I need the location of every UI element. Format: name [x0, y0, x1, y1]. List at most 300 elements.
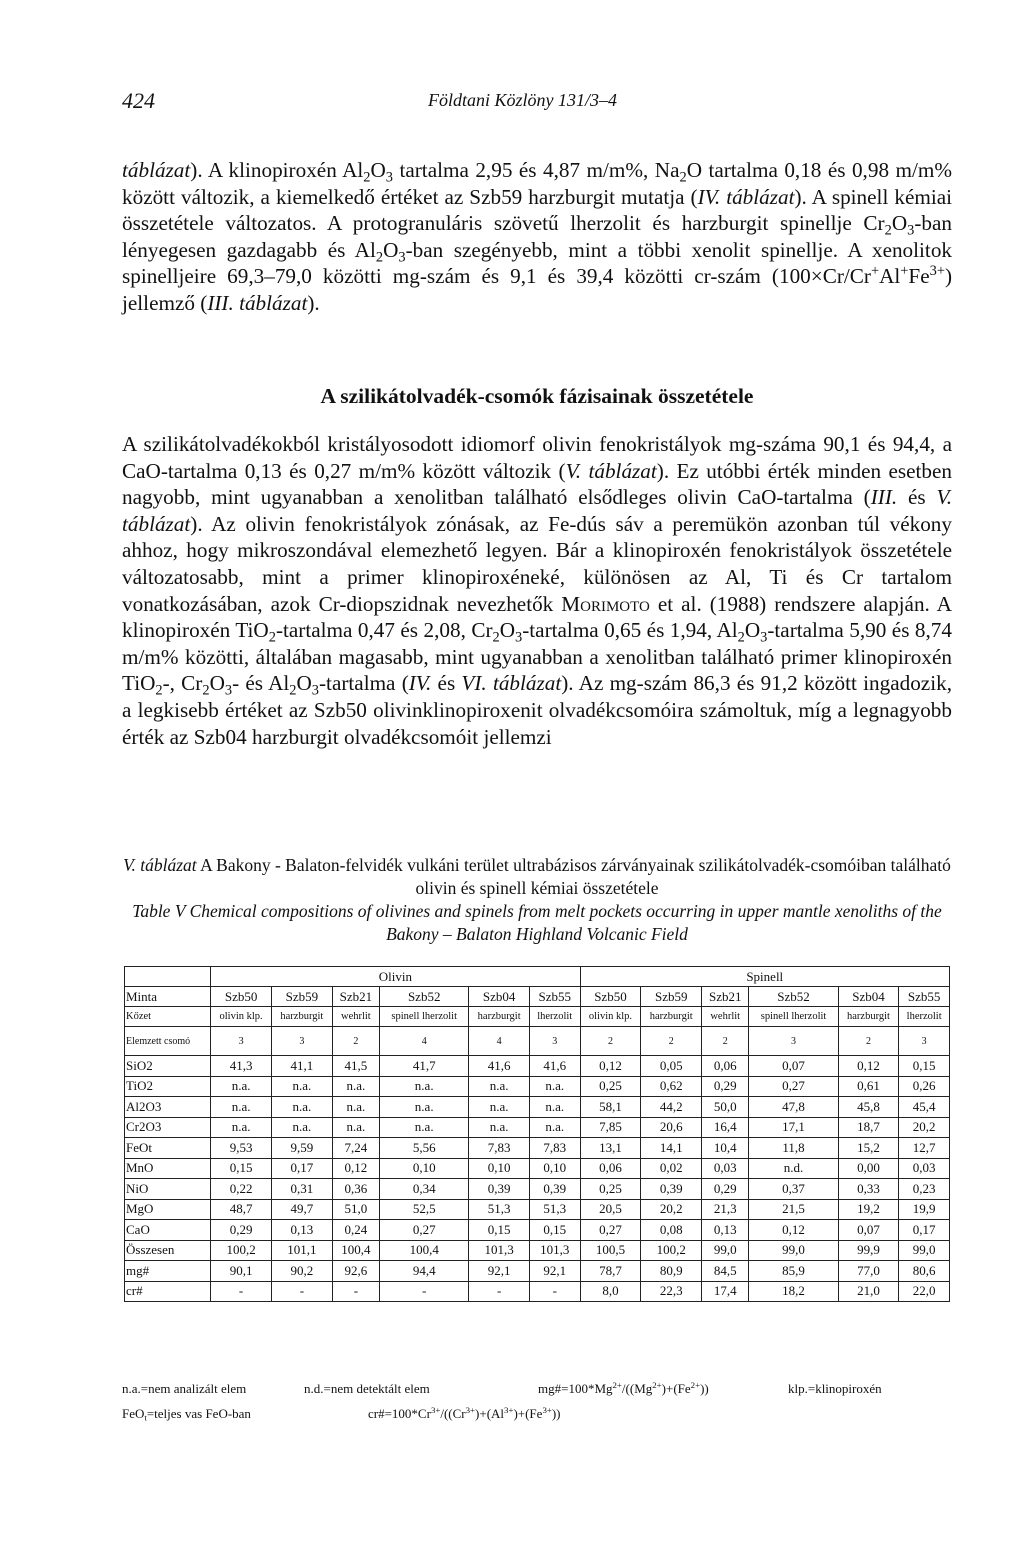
table-cell: 0,26 — [899, 1076, 950, 1097]
caption-label: V. táblázat — [123, 855, 197, 875]
rock-type-cell: wehrlit — [702, 1007, 749, 1027]
table-cell: 45,8 — [838, 1097, 899, 1118]
table-reference: IV. — [408, 671, 432, 696]
table-cell: 45,4 — [899, 1097, 950, 1118]
table-cell: 0,29 — [702, 1179, 749, 1200]
text-span: =teljes vas FeO-ban — [146, 1406, 251, 1421]
rock-type-cell: harzburgit — [838, 1007, 899, 1027]
table-row — [125, 1240, 950, 1261]
row-label: Kőzet — [125, 1007, 211, 1027]
table-body — [125, 967, 950, 1302]
table-cell: 14,1 — [641, 1138, 702, 1159]
sample-header-cell: Szb04 — [469, 987, 530, 1007]
sample-header-cell: Szb21 — [332, 987, 379, 1007]
text-span: A szilikátolvadékokból kristályosodott idiomorf olivin fenokristályok mg-száma 90,1 és 94,4, a CaO-tartalma 0,13 és 0,27 m/m% között változik ( — [122, 432, 952, 483]
text-span: )) — [551, 1406, 561, 1421]
superscript: 3+ — [504, 1405, 514, 1416]
text-span: /((Cr — [440, 1406, 466, 1421]
text-span: O — [209, 671, 225, 696]
superscript: 3+ — [542, 1405, 552, 1416]
subscript: 2 — [737, 629, 745, 646]
table-cell: 0,05 — [641, 1056, 702, 1077]
table-cell: 0,39 — [641, 1179, 702, 1200]
table-cell: n.d. — [749, 1158, 838, 1179]
table-cell: 10,4 — [702, 1138, 749, 1159]
table-cell: 0,27 — [749, 1076, 838, 1097]
text-span: Al — [879, 264, 901, 289]
table-cell: 22,3 — [641, 1281, 702, 1302]
sample-header-cell: Szb50 — [580, 987, 641, 1007]
count-cell: 2 — [641, 1027, 702, 1056]
table-cell: 21,0 — [838, 1281, 899, 1302]
table-cell: n.a. — [272, 1097, 333, 1118]
text-span: - és Al — [232, 671, 290, 696]
table-cell: n.a. — [211, 1097, 272, 1118]
table-cell: 0,33 — [838, 1179, 899, 1200]
subscript: 2 — [289, 682, 297, 699]
row-label: CaO — [125, 1220, 211, 1241]
subscript: 2 — [884, 222, 892, 239]
table-row — [125, 1179, 950, 1200]
table-rock-row — [125, 1007, 950, 1027]
table-cell: 11,8 — [749, 1138, 838, 1159]
table-cell: - — [469, 1281, 530, 1302]
table-row — [125, 1199, 950, 1220]
table-row — [125, 1138, 950, 1159]
table-cell: 7,85 — [580, 1117, 641, 1138]
table-cell: 0,24 — [332, 1220, 379, 1241]
table-cell: 92,1 — [469, 1261, 530, 1282]
table-cell: 92,6 — [332, 1261, 379, 1282]
subscript: 3 — [398, 249, 406, 266]
table-cell: 44,2 — [641, 1097, 702, 1118]
table-cell: n.a. — [211, 1117, 272, 1138]
table-cell: - — [380, 1281, 469, 1302]
table-cell: 19,2 — [838, 1199, 899, 1220]
table-cell: 18,2 — [749, 1281, 838, 1302]
table-row — [125, 1076, 950, 1097]
table-cell: 84,5 — [702, 1261, 749, 1282]
rock-type-cell: harzburgit — [272, 1007, 333, 1027]
table-cell: 94,4 — [380, 1261, 469, 1282]
table-cell: 0,39 — [529, 1179, 580, 1200]
table-cell: 0,12 — [332, 1158, 379, 1179]
text-span: -tartalma ( — [319, 671, 409, 696]
table-count-row — [125, 1027, 950, 1056]
table-cell: 20,2 — [899, 1117, 950, 1138]
table-cell: 5,56 — [380, 1138, 469, 1159]
table-cell: 12,7 — [899, 1138, 950, 1159]
composition-table — [124, 966, 950, 1302]
text-span: )+(Fe — [661, 1381, 691, 1396]
spinell-group-header: Spinell — [580, 967, 949, 987]
table-cell: - — [332, 1281, 379, 1302]
superscript: + — [870, 263, 880, 280]
text-span: -tartalma 0,47 és 2,08, Cr — [275, 618, 493, 643]
count-cell: 3 — [899, 1027, 950, 1056]
rock-type-cell: harzburgit — [641, 1007, 702, 1027]
sample-header-cell: Szb52 — [749, 987, 838, 1007]
table-cell: 0,07 — [749, 1056, 838, 1077]
table-cell: 80,6 — [899, 1261, 950, 1282]
row-label: NiO — [125, 1179, 211, 1200]
count-cell: 2 — [332, 1027, 379, 1056]
table-reference: V. táblázat — [122, 485, 952, 536]
footnote-na: n.a.=nem analizált elem — [122, 1381, 247, 1396]
table-cell: 100,2 — [211, 1240, 272, 1261]
section-heading: A szilikátolvadék-csomók fázisainak összetétele — [320, 384, 754, 408]
row-label: Cr2O3 — [125, 1117, 211, 1138]
table-cell: n.a. — [469, 1076, 530, 1097]
caption-hu-text: A Bakony - Balaton-felvidék vulkáni terület ultrabázisos zárványainak szilikátolvadék-csomóiban található olivin és spinell kémiai összetétele — [196, 855, 951, 898]
table-cell: n.a. — [211, 1076, 272, 1097]
table-cell: 101,1 — [272, 1240, 333, 1261]
subscript: t — [144, 1412, 147, 1423]
table-cell: 41,6 — [469, 1056, 530, 1077]
table-reference: VI. táblázat — [461, 671, 562, 696]
rock-type-cell: wehrlit — [332, 1007, 379, 1027]
row-label: MgO — [125, 1199, 211, 1220]
table-cell: 21,5 — [749, 1199, 838, 1220]
table-cell: 41,1 — [272, 1056, 333, 1077]
row-label: FeOt — [125, 1138, 211, 1159]
text-span: O — [296, 671, 312, 696]
row-label: Minta — [125, 987, 211, 1007]
rock-type-cell: lherzolit — [899, 1007, 950, 1027]
table-cell: 0,15 — [469, 1220, 530, 1241]
sample-header-cell: Szb04 — [838, 987, 899, 1007]
footnote-klp: klp.=klinopiroxén — [788, 1381, 882, 1396]
subscript: 3 — [515, 629, 523, 646]
sample-header-cell: Szb50 — [211, 987, 272, 1007]
journal-title: Földtani Közlöny 131/3–4 — [428, 90, 617, 110]
text-span: és — [431, 671, 462, 696]
table-cell: 0,25 — [580, 1179, 641, 1200]
table-cell: 49,7 — [272, 1199, 333, 1220]
text-span: ). Ez utóbbi érték minden esetben nagyobb, mint ugyanabban a xenolitban található elsődleges olivin CaO-tartalma ( — [122, 458, 952, 510]
text-span: táblázat — [122, 158, 191, 182]
row-label: TiO2 — [125, 1076, 211, 1097]
table-cell: 0,13 — [702, 1220, 749, 1241]
table-cell: 7,83 — [529, 1138, 580, 1159]
table-cell: 0,10 — [380, 1158, 469, 1179]
sample-header-cell: Szb52 — [380, 987, 469, 1007]
table-cell: 9,53 — [211, 1138, 272, 1159]
table-cell: 41,5 — [332, 1056, 379, 1077]
table-cell: 0,08 — [641, 1220, 702, 1241]
table-cell: 90,2 — [272, 1261, 333, 1282]
text-span: )+(Al — [475, 1406, 505, 1421]
subscript: 2 — [363, 169, 371, 186]
table-cell: 99,0 — [702, 1240, 749, 1261]
sample-header-cell: Szb59 — [641, 987, 702, 1007]
rock-type-cell: olivin klp. — [211, 1007, 272, 1027]
subscript: 3 — [385, 169, 393, 186]
table-cell: 19,9 — [899, 1199, 950, 1220]
table-cell: n.a. — [380, 1097, 469, 1118]
table-reference: III. — [870, 485, 898, 510]
table-cell: 41,7 — [380, 1056, 469, 1077]
sample-header-cell: Szb59 — [272, 987, 333, 1007]
row-label: SiO2 — [125, 1056, 211, 1077]
text-span: O — [370, 158, 386, 182]
table-cell: 0,37 — [749, 1179, 838, 1200]
table-cell: - — [211, 1281, 272, 1302]
paragraph-2 — [122, 431, 952, 750]
text-span: mg#=100*Mg — [538, 1381, 613, 1396]
table-cell: 0,00 — [838, 1158, 899, 1179]
count-cell: 4 — [469, 1027, 530, 1056]
table-cell: 100,2 — [641, 1240, 702, 1261]
table-cell: 0,17 — [899, 1220, 950, 1241]
table-cell: 0,06 — [580, 1158, 641, 1179]
table-row — [125, 1281, 950, 1302]
text-span: -, Cr — [162, 671, 203, 696]
table-cell: 20,2 — [641, 1199, 702, 1220]
table-cell: 0,31 — [272, 1179, 333, 1200]
table-cell: 51,3 — [529, 1199, 580, 1220]
table-cell: 99,0 — [749, 1240, 838, 1261]
text-span: /((Mg — [621, 1381, 653, 1396]
table-cell: 52,5 — [380, 1199, 469, 1220]
count-cell: 3 — [529, 1027, 580, 1056]
table-cell: 48,7 — [211, 1199, 272, 1220]
table-cell: 9,59 — [272, 1138, 333, 1159]
table-cell: 85,9 — [749, 1261, 838, 1282]
table-cell: n.a. — [272, 1117, 333, 1138]
text-span: -ban lényegesen gazdagabb és Al — [122, 211, 952, 262]
page-number: 424 — [122, 88, 155, 113]
superscript: 3+ — [465, 1405, 476, 1416]
superscript: 3+ — [430, 1405, 441, 1416]
table-row — [125, 1117, 950, 1138]
table-cell: n.a. — [469, 1117, 530, 1138]
table-cell: 0,10 — [469, 1158, 530, 1179]
table-cell: - — [529, 1281, 580, 1302]
table-cell: 0,12 — [838, 1056, 899, 1077]
table-cell: 0,15 — [211, 1158, 272, 1179]
text-span: et al. (1988) rendszere alapján. A klinopiroxén TiO — [122, 591, 952, 643]
superscript: 2+ — [690, 1380, 701, 1391]
footnote-feo — [122, 1406, 251, 1422]
text-span: O — [891, 211, 908, 236]
table-cell: 18,7 — [838, 1117, 899, 1138]
table-cell: 13,1 — [580, 1138, 641, 1159]
text-span: ). Az mg-szám 86,3 és 91,2 között ingadozik, a legkisebb értéket az Szb50 olivinklinopiroxenit olvadékcsomóira számoltuk, míg a legnagyobb érték az Szb04 harzburgit olvadékcsomóit jellemzi — [122, 671, 952, 749]
superscript: + — [900, 263, 909, 280]
count-cell: 3 — [272, 1027, 333, 1056]
count-cell: 3 — [211, 1027, 272, 1056]
count-cell: 2 — [580, 1027, 641, 1056]
subscript: 2 — [492, 629, 500, 646]
table-cell: 47,8 — [749, 1097, 838, 1118]
table-cell: 99,0 — [899, 1240, 950, 1261]
table-row — [125, 1158, 950, 1179]
table-cell: 90,1 — [211, 1261, 272, 1282]
table-cell: 7,83 — [469, 1138, 530, 1159]
table-row — [125, 1056, 950, 1077]
table-cell: 0,29 — [702, 1076, 749, 1097]
rock-type-cell: olivin klp. — [580, 1007, 641, 1027]
rock-type-cell: lherzolit — [529, 1007, 580, 1027]
text-span: cr#=100*Cr — [368, 1406, 431, 1421]
table-row — [125, 1097, 950, 1118]
page-header — [122, 88, 952, 118]
table-cell: 17,4 — [702, 1281, 749, 1302]
paragraph-1 — [122, 157, 952, 317]
table-cell: n.a. — [272, 1076, 333, 1097]
row-label: cr# — [125, 1281, 211, 1302]
table-cell: 0,39 — [469, 1179, 530, 1200]
superscript: 3+ — [929, 263, 945, 280]
subscript: 3 — [224, 682, 233, 699]
text-span: tartalma 2,95 és 4,87 m/m%, Na — [393, 158, 680, 182]
text-span: -ban szegényebb, mint a többi xenolit spinellje. A xenolitok spinelljeire 69,3–79,0 közötti mg-szám és 9,1 és 39,4 közötti cr-szám (100×Cr/Cr — [122, 237, 953, 289]
table-cell: 0,29 — [211, 1220, 272, 1241]
text-span: -tartalma 0,65 és 1,94, Al — [522, 618, 738, 643]
subscript: 2 — [202, 682, 210, 699]
text-span: -tartalma 5,90 és 8,74 m/m% közötti, általában magasabb, mint ugyanabban a xenolitban található primer klinopiroxén TiO — [122, 618, 952, 696]
text-span: ). A klinopiroxén Al — [190, 158, 364, 182]
table-cell: 0,34 — [380, 1179, 469, 1200]
table-cell: 0,22 — [211, 1179, 272, 1200]
table-cell: 20,5 — [580, 1199, 641, 1220]
table-cell: n.a. — [529, 1097, 580, 1118]
table-cell: n.a. — [469, 1097, 530, 1118]
table-caption — [122, 854, 952, 946]
table-cell: 92,1 — [529, 1261, 580, 1282]
caption-english: Table V Chemical compositions of olivines and spinels from melt pockets occurring in upper mantle xenoliths of the Bakony – Balaton Highland Volcanic Field — [132, 901, 942, 944]
text-span: )) — [700, 1381, 709, 1396]
text-span: és — [897, 485, 937, 510]
footnote-nd: n.d.=nem detektált elem — [304, 1381, 430, 1396]
table-cell: n.a. — [380, 1117, 469, 1138]
table-cell: 17,1 — [749, 1117, 838, 1138]
sample-header-cell: Szb21 — [702, 987, 749, 1007]
table-cell: 0,12 — [749, 1220, 838, 1241]
table-cell: 0,03 — [899, 1158, 950, 1179]
table-cell: 100,5 — [580, 1240, 641, 1261]
text-span: ). A spinell kémiai összetétele változatos. A protogranuláris szövetű lherzolit és harzburgit spinellje Cr — [122, 184, 953, 236]
table-cell: 41,3 — [211, 1056, 272, 1077]
table-cell: 78,7 — [580, 1261, 641, 1282]
caption-hungarian — [122, 854, 952, 900]
text-span: )+(Fe — [513, 1406, 543, 1421]
sample-header-cell: Szb55 — [529, 987, 580, 1007]
subscript: 2 — [375, 249, 384, 266]
table-row — [125, 1261, 950, 1282]
subscript: 3 — [760, 629, 768, 646]
table-cell: 99,9 — [838, 1240, 899, 1261]
table-cell: n.a. — [380, 1076, 469, 1097]
subscript: 2 — [155, 682, 163, 699]
table-cell: 0,15 — [899, 1056, 950, 1077]
table-cell: 0,62 — [641, 1076, 702, 1097]
olivin-group-header: Olivin — [211, 967, 580, 987]
table-cell: 0,12 — [580, 1056, 641, 1077]
subscript: 2 — [268, 629, 276, 646]
table-cell: 8,0 — [580, 1281, 641, 1302]
footnote-mg — [538, 1381, 709, 1397]
subscript: 3 — [311, 682, 319, 699]
table-cell: 80,9 — [641, 1261, 702, 1282]
author-name: Morimoto — [561, 591, 650, 616]
table-cell: 0,15 — [529, 1220, 580, 1241]
table-cell: 51,0 — [332, 1199, 379, 1220]
sample-header-cell: Szb55 — [899, 987, 950, 1007]
table-cell: 0,27 — [380, 1220, 469, 1241]
count-cell: 2 — [702, 1027, 749, 1056]
text-span: O — [744, 618, 761, 643]
table-sample-row — [125, 987, 950, 1007]
table-reference: V. táblázat — [565, 458, 657, 483]
table-cell: 22,0 — [899, 1281, 950, 1302]
table-cell: 0,03 — [702, 1158, 749, 1179]
table-group-header-row — [125, 967, 950, 987]
row-label: MnO — [125, 1158, 211, 1179]
text-span: FeO — [122, 1406, 145, 1421]
text-span: ). Az olivin fenokristályok zónásak, az Fe-dús sáv a peremükön azonban túl vékony ahhoz, hogy mikroszondával elemezhető legyen. Bár a klinopiroxén fenokristályok összetétele változatosabb, mint a primer klinopiroxéneké, különösen az Al, Ti és Cr tartalom vonatkozásában, azok Cr-diopszidnak nevezhetők — [122, 511, 952, 616]
text-span: ) jellemző ( — [122, 264, 952, 315]
table-cell: 0,17 — [272, 1158, 333, 1179]
row-label: mg# — [125, 1261, 211, 1282]
table-cell: 0,10 — [529, 1158, 580, 1179]
table-cell: 0,23 — [899, 1179, 950, 1200]
text-span: O tartalma 0,18 és 0,98 m/m% között változik, a kiemelkedő értéket az Szb59 harzburgit mutatja ( — [122, 158, 953, 209]
table-cell: 0,06 — [702, 1056, 749, 1077]
text-span: O — [383, 237, 399, 262]
table-reference: IV. táblázat — [697, 184, 795, 209]
rock-type-cell: harzburgit — [469, 1007, 530, 1027]
table-cell: 0,27 — [580, 1220, 641, 1241]
table-cell: n.a. — [332, 1097, 379, 1118]
table-cell: n.a. — [529, 1117, 580, 1138]
superscript: 2+ — [652, 1380, 662, 1391]
table-cell: 41,6 — [529, 1056, 580, 1077]
superscript: 2+ — [612, 1380, 622, 1391]
rock-type-cell: spinell lherzolit — [380, 1007, 469, 1027]
table-cell: 16,4 — [702, 1117, 749, 1138]
text-span: ). — [307, 290, 320, 315]
subscript: 3 — [907, 222, 915, 239]
table-cell: 101,3 — [529, 1240, 580, 1261]
table-cell: 50,0 — [702, 1097, 749, 1118]
table-cell: 100,4 — [380, 1240, 469, 1261]
table-cell: 7,24 — [332, 1138, 379, 1159]
row-label: Al2O3 — [125, 1097, 211, 1118]
row-label: Elemzett csomó — [125, 1027, 211, 1056]
count-cell: 4 — [380, 1027, 469, 1056]
table-cell: 0,13 — [272, 1220, 333, 1241]
table-cell: 20,6 — [641, 1117, 702, 1138]
rock-type-cell: spinell lherzolit — [749, 1007, 838, 1027]
table-cell: 0,25 — [580, 1076, 641, 1097]
table-cell: 0,36 — [332, 1179, 379, 1200]
table-cell: 51,3 — [469, 1199, 530, 1220]
table-cell: 58,1 — [580, 1097, 641, 1118]
table-corner-cell — [125, 967, 211, 987]
table-cell: 0,02 — [641, 1158, 702, 1179]
table-cell: n.a. — [332, 1117, 379, 1138]
table-cell: 101,3 — [469, 1240, 530, 1261]
table-cell: 21,3 — [702, 1199, 749, 1220]
count-cell: 3 — [749, 1027, 838, 1056]
table-reference: III. táblázat — [207, 290, 308, 315]
table-cell: 0,61 — [838, 1076, 899, 1097]
table-cell: 0,07 — [838, 1220, 899, 1241]
subscript: 2 — [679, 169, 687, 186]
table-cell: n.a. — [529, 1076, 580, 1097]
